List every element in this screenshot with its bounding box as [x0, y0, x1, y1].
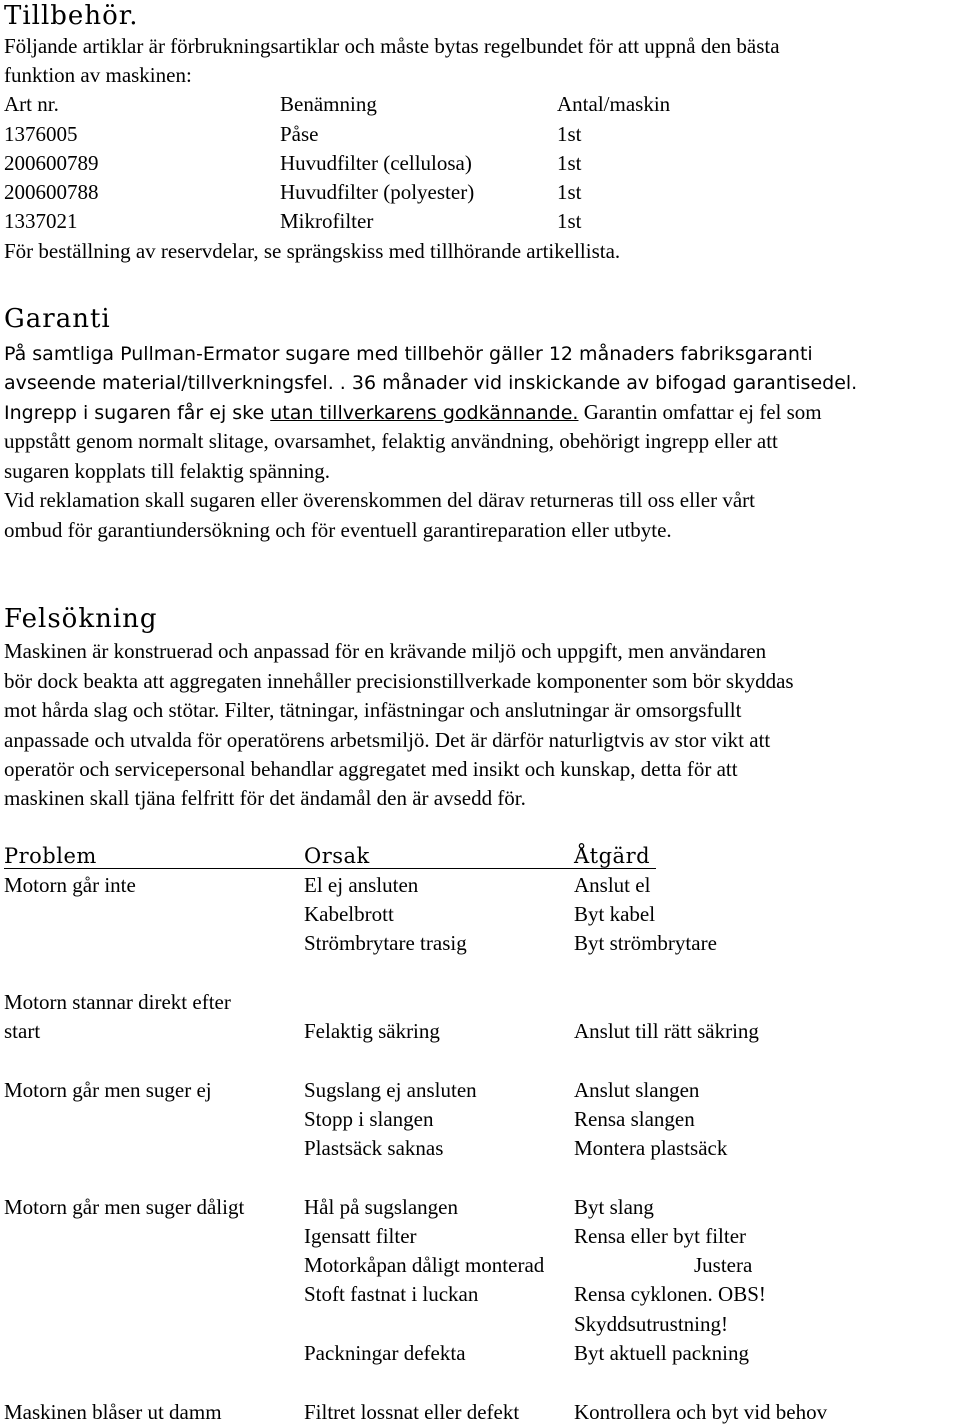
felsokning-line: mot hårda slag och stötar. Filter, tätningar, infästningar och anslutningar är omsorgsfullt: [4, 698, 742, 722]
garanti-line7: ombud för garantiundersökning och för eventuell garantireparation eller utbyte.: [4, 518, 672, 542]
table-cell-problem: Maskinen blåser ut damm: [4, 1400, 222, 1424]
table-header-orsak: Orsak: [304, 844, 370, 868]
table-cell-orsak: Strömbrytare trasig: [304, 931, 467, 955]
table-cell-orsak: Motorkåpan dåligt monterad: [304, 1253, 545, 1277]
parts-row-qty: 1st: [557, 209, 582, 233]
parts-col-benamning: Benämning: [280, 92, 377, 116]
table-cell-orsak: Filtret lossnat eller defekt: [304, 1400, 520, 1424]
table-cell-orsak: Plastsäck saknas: [304, 1136, 444, 1160]
table-header-underline: [4, 868, 656, 869]
tillbehor-heading: Tillbehör.: [4, 1, 139, 31]
table-cell-orsak: Stoft fastnat i luckan: [304, 1282, 479, 1306]
parts-row-artnr: 1376005: [4, 122, 78, 146]
parts-row-qty: 1st: [557, 122, 582, 146]
table-cell-orsak: Stopp i slangen: [304, 1107, 434, 1131]
garanti-line2: avseende material/tillverkningsfel. . 36 månader vid inskickande av bifogad garantisedel.: [4, 372, 858, 394]
table-cell-atgard: Kontrollera och byt vid behov: [574, 1400, 828, 1424]
garanti-line3: [4, 398, 822, 428]
table-cell-problem: Motorn stannar direkt efter: [4, 990, 231, 1014]
garanti-line4: uppstått genom normalt slitage, ovarsamhet, felaktig användning, obehörigt ingrepp eller att: [4, 429, 778, 453]
tillbehor-note: För beställning av reservdelar, se sprängskiss med tillhörande artikellista.: [4, 239, 621, 263]
felsokning-line: anpassade och utvalda för operatörens arbetsmiljö. Det är därför naturligtvis av stor vikt att: [4, 728, 771, 752]
table-cell-orsak: El ej ansluten: [304, 873, 419, 897]
parts-row-artnr: 200600788: [4, 180, 99, 204]
garanti-line5: sugaren kopplats till felaktig spänning.: [4, 459, 331, 483]
felsokning-line: maskinen skall tjäna felfritt för det ändamål den är avsedd för.: [4, 786, 526, 810]
tillbehor-intro-line1: Följande artiklar är förbrukningsartiklar och måste bytas regelbundet för att uppnå den bästa: [4, 34, 780, 58]
table-cell-problem: Motorn går inte: [4, 873, 136, 897]
garanti-approval-underlined: utan tillverkarens godkännande.: [270, 402, 579, 424]
table-cell-atgard: Rensa cyklonen. OBS!: [574, 1282, 766, 1306]
parts-col-artnr: Art nr.: [4, 92, 59, 116]
parts-row-name: Huvudfilter (cellulosa): [280, 151, 472, 175]
table-header-atgard: Åtgärd: [574, 844, 651, 868]
garanti-line3-end: Garantin omfattar ej fel som: [578, 400, 822, 424]
garanti-line1: På samtliga Pullman-Ermator sugare med tillbehör gäller 12 månaders fabriksgaranti: [4, 343, 813, 365]
table-cell-problem: Motorn går men suger dåligt: [4, 1195, 245, 1219]
table-cell-atgard: Anslut el: [574, 873, 651, 897]
parts-row-qty: 1st: [557, 151, 582, 175]
tillbehor-intro-line2: funktion av maskinen:: [4, 63, 192, 87]
felsokning-line: bör dock beakta att aggregaten innehåller precisionstillverkade komponenter som bör skyddas: [4, 669, 794, 693]
table-cell-problem: start: [4, 1019, 41, 1043]
garanti-line6: Vid reklamation skall sugaren eller överenskommen del därav returneras till oss eller vårt: [4, 488, 755, 512]
table-cell-orsak: Igensatt filter: [304, 1224, 417, 1248]
table-cell-atgard: Byt strömbrytare: [574, 931, 717, 955]
table-cell-orsak: Hål på sugslangen: [304, 1195, 458, 1219]
parts-row-qty: 1st: [557, 180, 582, 204]
garanti-heading: Garanti: [4, 304, 111, 334]
table-cell-atgard: Montera plastsäck: [574, 1136, 728, 1160]
felsokning-heading: Felsökning: [4, 604, 158, 634]
table-cell-atgard: Byt kabel: [574, 902, 656, 926]
felsokning-line: Maskinen är konstruerad och anpassad för en krävande miljö och uppgift, men användaren: [4, 639, 767, 663]
table-cell-atgard: Anslut till rätt säkring: [574, 1019, 759, 1043]
table-cell-orsak: Sugslang ej ansluten: [304, 1078, 477, 1102]
table-cell-atgard: Anslut slangen: [574, 1078, 700, 1102]
table-header-problem: Problem: [4, 844, 97, 868]
table-cell-atgard: Rensa slangen: [574, 1107, 695, 1131]
parts-row-name: Påse: [280, 122, 319, 146]
table-cell-orsak: Kabelbrott: [304, 902, 394, 926]
table-cell-atgard: Byt slang: [574, 1195, 654, 1219]
parts-row-artnr: 200600789: [4, 151, 99, 175]
table-cell-atgard: Rensa eller byt filter: [574, 1224, 747, 1248]
garanti-line3-start: Ingrepp i sugaren får ej ske: [4, 402, 271, 424]
table-cell-problem: Motorn går men suger ej: [4, 1078, 212, 1102]
table-cell-atgard: Skyddsutrustning!: [574, 1312, 729, 1336]
parts-col-antal: Antal/maskin: [557, 92, 671, 116]
felsokning-line: operatör och servicepersonal behandlar aggregatet med insikt och kunskap, detta för att: [4, 757, 738, 781]
table-cell-atgard: Byt aktuell packning: [574, 1341, 749, 1365]
parts-row-name: Mikrofilter: [280, 209, 374, 233]
parts-row-name: Huvudfilter (polyester): [280, 180, 475, 204]
table-cell-orsak: Felaktig säkring: [304, 1019, 440, 1043]
parts-row-artnr: 1337021: [4, 209, 78, 233]
table-cell-orsak: Packningar defekta: [304, 1341, 466, 1365]
table-cell-atgard: Justera: [694, 1253, 753, 1277]
